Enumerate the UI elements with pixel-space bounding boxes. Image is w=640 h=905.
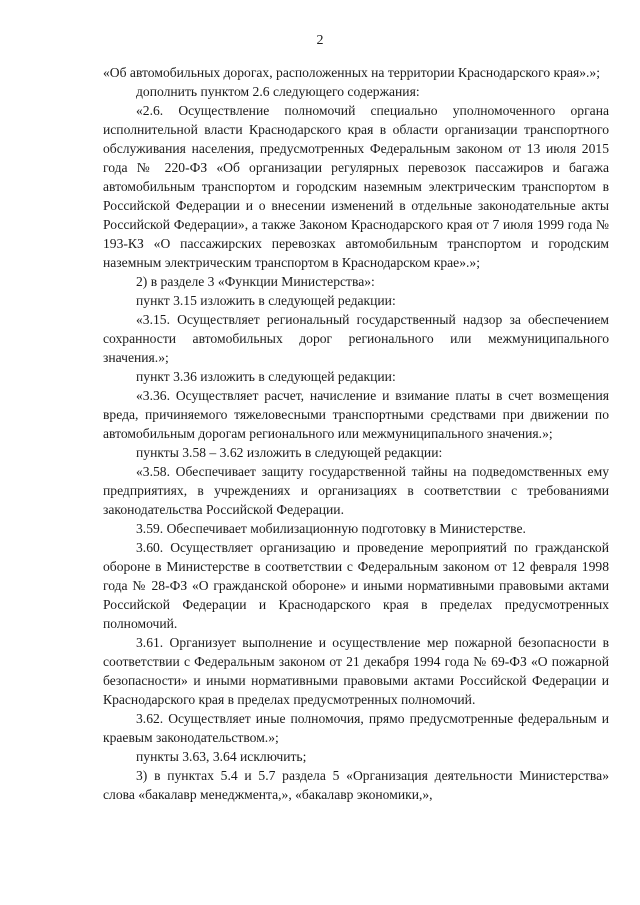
paragraph-1: «Об автомобильных дорогах, расположенных на территории Краснодарского края».»; [103, 65, 600, 80]
paragraph-8: «3.36. Осуществляет расчет, начисление и взимание платы в счет возмещения вреда, причиняемого тяжеловесными транспортными средствами при движении по автомобильным дорогам регионального или межмуниципального значения.»; [103, 388, 609, 441]
paragraph-4: 2) в разделе 3 «Функции Министерства»: [136, 274, 375, 289]
paragraph-3: «2.6. Осуществление полномочий специально уполномоченного органа исполнительной власти Краснодарского края в области организации транспортного обслуживания населения, предусмотренных Федеральным законом от 13 июля 2015 года № 220-ФЗ «Об организации регулярных перевозок пассажиров и багажа автомобильным транспортом и городским наземным электрическим транспортом в Российской Федерации и о внесении изменений в отдельные законодательные акты Российской Федерации», а также Законом Краснодарского края от 7 июля 1999 года № 193-КЗ «О пассажирских перевозках автомобильным транспортом и городским наземным электрическим транспортом в Краснодарском крае».»; [103, 103, 609, 270]
paragraph-2: дополнить пунктом 2.6 следующего содержания: [136, 84, 420, 99]
document-body [103, 63, 609, 804]
paragraph-15: пункты 3.63, 3.64 исключить; [136, 749, 307, 764]
paragraph-13: 3.61. Организует выполнение и осуществление мер пожарной безопасности в соответствии с Федеральным законом от 21 декабря 1994 года № 69-ФЗ «О пожарной безопасности» и иными нормативными правовыми актами Российской Федерации и Краснодарского края в пределах предусмотренных полномочий. [103, 635, 609, 707]
paragraph-14: 3.62. Осуществляет иные полномочия, прямо предусмотренные федеральным и краевым законодательством.»; [103, 711, 609, 745]
paragraph-16: 3) в пунктах 5.4 и 5.7 раздела 5 «Организация деятельности Министерства» слова «бакалавр менеджмента,», «бакалавр экономики,», [103, 768, 609, 802]
page-number: 2 [316, 33, 324, 48]
paragraph-9: пункты 3.58 – 3.62 изложить в следующей редакции: [136, 445, 443, 460]
paragraph-10: «3.58. Обеспечивает защиту государственной тайны на подведомственных ему предприятиях, в учреждениях и организациях в соответствии с требованиями законодательства Российской Федерации. [103, 464, 609, 517]
paragraph-6: «3.15. Осуществляет региональный государственный надзор за обеспечением сохранности автомобильных дорог регионального или межмуниципального значения.»; [103, 312, 609, 365]
paragraph-7: пункт 3.36 изложить в следующей редакции: [136, 369, 396, 384]
paragraph-12: 3.60. Осуществляет организацию и проведение мероприятий по гражданской обороне в Министерстве в соответствии с Федеральным законом от 12 февраля 1998 года № 28-ФЗ «О гражданской обороне» и иными нормативными правовыми актами Российской Федерации и Краснодарского края в пределах предусмотренных полномочий. [103, 540, 609, 631]
paragraph-5: пункт 3.15 изложить в следующей редакции: [136, 293, 396, 308]
paragraph-11: 3.59. Обеспечивает мобилизационную подготовку в Министерстве. [136, 521, 526, 536]
